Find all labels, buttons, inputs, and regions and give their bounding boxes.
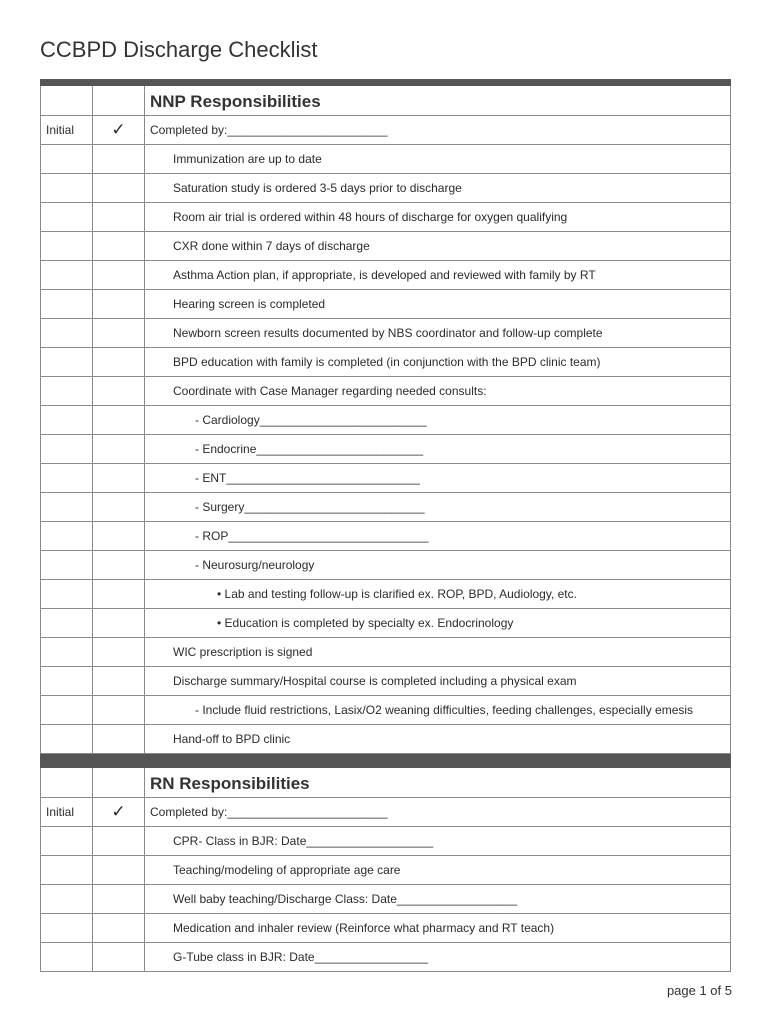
nnp-checklist-row	[41, 290, 731, 319]
initial-cell[interactable]	[41, 464, 93, 493]
nnp-checklist-row	[41, 348, 731, 377]
initial-cell[interactable]	[41, 203, 93, 232]
initial-cell[interactable]	[41, 319, 93, 348]
rn-checklist-item: Medication and inhaler review (Reinforce what pharmacy and RT teach)	[145, 914, 731, 943]
rn-checklist-row	[41, 885, 731, 914]
initial-cell[interactable]	[41, 145, 93, 174]
nnp-checklist-row	[41, 406, 731, 435]
nnp-checklist-item: Coordinate with Case Manager regarding needed consults:	[145, 377, 731, 406]
check-cell[interactable]	[93, 406, 145, 435]
rn-completed-by-row	[41, 798, 731, 827]
initial-cell[interactable]	[41, 86, 93, 116]
nnp-checklist-row	[41, 609, 731, 638]
initial-cell[interactable]	[41, 609, 93, 638]
rn-checklist-item: CPR- Class in BJR: Date___________________	[145, 827, 731, 856]
nnp-checklist-row	[41, 174, 731, 203]
nnp-checklist-row	[41, 551, 731, 580]
check-cell[interactable]	[93, 914, 145, 943]
rn-checklist-row	[41, 943, 731, 972]
check-cell[interactable]	[93, 261, 145, 290]
rn-section-header	[41, 768, 731, 798]
nnp-section-header	[41, 86, 731, 116]
nnp-checklist-item: • Education is completed by specialty ex. Endocrinology	[145, 609, 731, 638]
check-cell[interactable]	[93, 464, 145, 493]
nnp-checklist-row	[41, 522, 731, 551]
nnp-checklist-item: Room air trial is ordered within 48 hours of discharge for oxygen qualifying	[145, 203, 731, 232]
rn-checklist-row	[41, 856, 731, 885]
nnp-checklist-item: - Surgery___________________________	[145, 493, 731, 522]
nnp-checklist-row	[41, 203, 731, 232]
check-cell[interactable]	[93, 319, 145, 348]
nnp-checklist-row	[41, 464, 731, 493]
page-number: page 1 of 5	[666, 983, 732, 998]
nnp-checklist-item: Hearing screen is completed	[145, 290, 731, 319]
initial-cell[interactable]	[41, 856, 93, 885]
initial-cell[interactable]	[41, 174, 93, 203]
nnp-checklist-item: CXR done within 7 days of discharge	[145, 232, 731, 261]
nnp-checklist-item: - ROP______________________________	[145, 522, 731, 551]
checkmark-icon: ✓	[93, 116, 145, 145]
check-cell[interactable]	[93, 667, 145, 696]
nnp-checklist-row	[41, 145, 731, 174]
check-cell[interactable]	[93, 435, 145, 464]
initial-cell[interactable]	[41, 290, 93, 319]
rn-checklist-row	[41, 827, 731, 856]
initial-cell[interactable]	[41, 667, 93, 696]
initial-cell[interactable]	[41, 435, 93, 464]
nnp-checklist-item: - Cardiology_________________________	[145, 406, 731, 435]
check-cell[interactable]	[93, 551, 145, 580]
nnp-checklist-row	[41, 493, 731, 522]
check-cell[interactable]	[93, 856, 145, 885]
initial-cell[interactable]	[41, 232, 93, 261]
check-cell[interactable]	[93, 377, 145, 406]
initial-cell[interactable]	[41, 696, 93, 725]
initial-cell[interactable]	[41, 551, 93, 580]
check-cell[interactable]	[93, 203, 145, 232]
nnp-checklist-row	[41, 435, 731, 464]
check-cell[interactable]	[93, 609, 145, 638]
check-cell[interactable]	[93, 232, 145, 261]
nnp-completed-by-row	[41, 116, 731, 145]
discharge-checklist-table	[40, 79, 731, 972]
initial-label: Initial	[41, 116, 93, 145]
check-cell[interactable]	[93, 580, 145, 609]
nnp-checklist-row	[41, 725, 731, 754]
nnp-checklist-row	[41, 232, 731, 261]
check-cell[interactable]	[93, 86, 145, 116]
nnp-checklist-row	[41, 667, 731, 696]
initial-cell[interactable]	[41, 261, 93, 290]
nnp-checklist-item: WIC prescription is signed	[145, 638, 731, 667]
check-cell[interactable]	[93, 522, 145, 551]
check-cell[interactable]	[93, 348, 145, 377]
document-title: CCBPD Discharge Checklist	[40, 37, 318, 62]
rn-completed-by[interactable]: Completed by:________________________	[145, 798, 731, 827]
nnp-checklist-item: - Endocrine_________________________	[145, 435, 731, 464]
initial-cell[interactable]	[41, 943, 93, 972]
nnp-checklist-row	[41, 580, 731, 609]
initial-cell[interactable]	[41, 725, 93, 754]
check-cell[interactable]	[93, 696, 145, 725]
nnp-checklist-row	[41, 638, 731, 667]
check-cell[interactable]	[93, 290, 145, 319]
check-cell[interactable]	[93, 493, 145, 522]
check-cell[interactable]	[93, 725, 145, 754]
nnp-checklist-item: - Neurosurg/neurology	[145, 551, 731, 580]
checkmark-icon: ✓	[93, 798, 145, 827]
nnp-checklist-row	[41, 261, 731, 290]
check-cell[interactable]	[93, 638, 145, 667]
initial-cell[interactable]	[41, 580, 93, 609]
nnp-checklist-item: Discharge summary/Hospital course is completed including a physical exam	[145, 667, 731, 696]
nnp-checklist-item: - Include fluid restrictions, Lasix/O2 weaning difficulties, feeding challenges, especially emesis	[145, 696, 731, 725]
nnp-checklist-item: BPD education with family is completed (in conjunction with the BPD clinic team)	[145, 348, 731, 377]
initial-cell[interactable]	[41, 885, 93, 914]
initial-cell[interactable]	[41, 493, 93, 522]
nnp-section-heading: NNP Responsibilities	[145, 86, 731, 116]
check-cell[interactable]	[93, 768, 145, 798]
nnp-checklist-item: Hand-off to BPD clinic	[145, 725, 731, 754]
rn-section-heading: RN Responsibilities	[145, 768, 731, 798]
initial-cell[interactable]	[41, 827, 93, 856]
initial-cell[interactable]	[41, 768, 93, 798]
initial-label: Initial	[41, 798, 93, 827]
check-cell[interactable]	[93, 174, 145, 203]
nnp-checklist-row	[41, 319, 731, 348]
nnp-checklist-item: Immunization are up to date	[145, 145, 731, 174]
nnp-checklist-row	[41, 377, 731, 406]
check-cell[interactable]	[93, 827, 145, 856]
initial-cell[interactable]	[41, 406, 93, 435]
initial-cell[interactable]	[41, 377, 93, 406]
check-cell[interactable]	[93, 943, 145, 972]
check-cell[interactable]	[93, 885, 145, 914]
initial-cell[interactable]	[41, 348, 93, 377]
nnp-checklist-item: Newborn screen results documented by NBS coordinator and follow-up complete	[145, 319, 731, 348]
rn-checklist-row	[41, 914, 731, 943]
nnp-checklist-item: Asthma Action plan, if appropriate, is developed and reviewed with family by RT	[145, 261, 731, 290]
section-divider	[41, 754, 731, 768]
initial-cell[interactable]	[41, 522, 93, 551]
nnp-checklist-item: Saturation study is ordered 3-5 days prior to discharge	[145, 174, 731, 203]
checklist-body	[41, 80, 731, 972]
initial-cell[interactable]	[41, 638, 93, 667]
nnp-checklist-item: - ENT_____________________________	[145, 464, 731, 493]
check-cell[interactable]	[93, 145, 145, 174]
rn-checklist-item: Well baby teaching/Discharge Class: Date__________________	[145, 885, 731, 914]
nnp-checklist-item: • Lab and testing follow-up is clarified ex. ROP, BPD, Audiology, etc.	[145, 580, 731, 609]
nnp-completed-by[interactable]: Completed by:________________________	[145, 116, 731, 145]
nnp-checklist-row	[41, 696, 731, 725]
initial-cell[interactable]	[41, 914, 93, 943]
rn-checklist-item: Teaching/modeling of appropriate age care	[145, 856, 731, 885]
rn-checklist-item: G-Tube class in BJR: Date_________________	[145, 943, 731, 972]
